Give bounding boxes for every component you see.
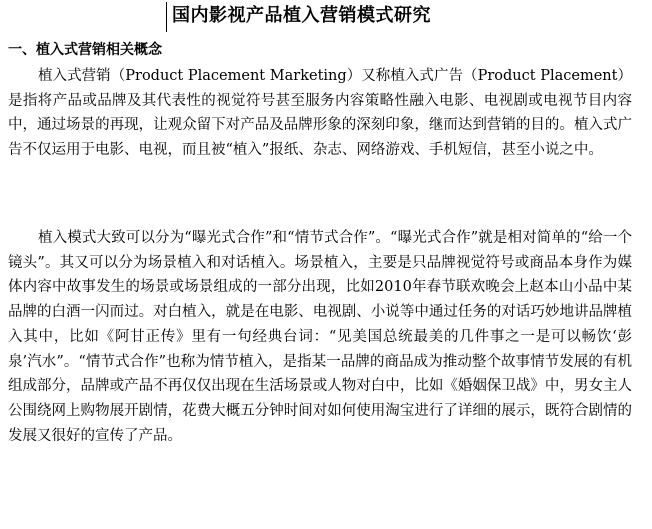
text-cursor xyxy=(166,2,167,32)
body-paragraph-2: 植入模式大致可以分为“曝光式合作”和“情节式合作”。“曝光式合作”就是相对简单的“给一个镜头”。其又可以分为场景植入和对话植入。场景植入，主要是只品牌视觉符号或商品本身作为媒体内容中故事发生的场景或场景组成的一部分出现，比如2010年春节联欢晚会上赵本山小品中某品牌的白酒一闪而过。对白植入，就是在电影、电视剧、小说等中通过任务的对话巧妙地讲品牌植入其中，比如《阿甘正传》里有一句经典台词：“见美国总统最美的几件事之一是可以畅饮‘彭泉’汽水”。“情节式合作”也称为情节植入，是指某一品牌的商品成为推动整个故事情节发展的有机组成部分，品牌或产品不再仅仅出现在生活场景或人物对白中，比如《婚姻保卫战》中，男女主人公围绕网上购物展开剧情，花费大概五分钟时间对如何使用淘宝进行了详细的展示，既符合剧情的发展又很好的宣传了产品。 xyxy=(8,230,632,444)
document-title: 国内影视产品植入营销模式研究 xyxy=(172,5,431,26)
body-paragraph-1: 植入式营销（Product Placement Marketing）又称植入式广告（Product Placement）是指将产品或品牌及其代表性的视觉符号甚至服务内容策略性融入电影、电视剧或电视节目内容中，通过场景的再现，让观众留下对产品及品牌形象的深刻印象，继而达到营销的目的。植入式广告不仅运用于电影、电视，而且被“植入”报纸、杂志、网络游戏、手机短信，甚至小说之中。 xyxy=(8,68,632,159)
section-heading: 一、植入式营销相关概念 xyxy=(8,42,162,58)
